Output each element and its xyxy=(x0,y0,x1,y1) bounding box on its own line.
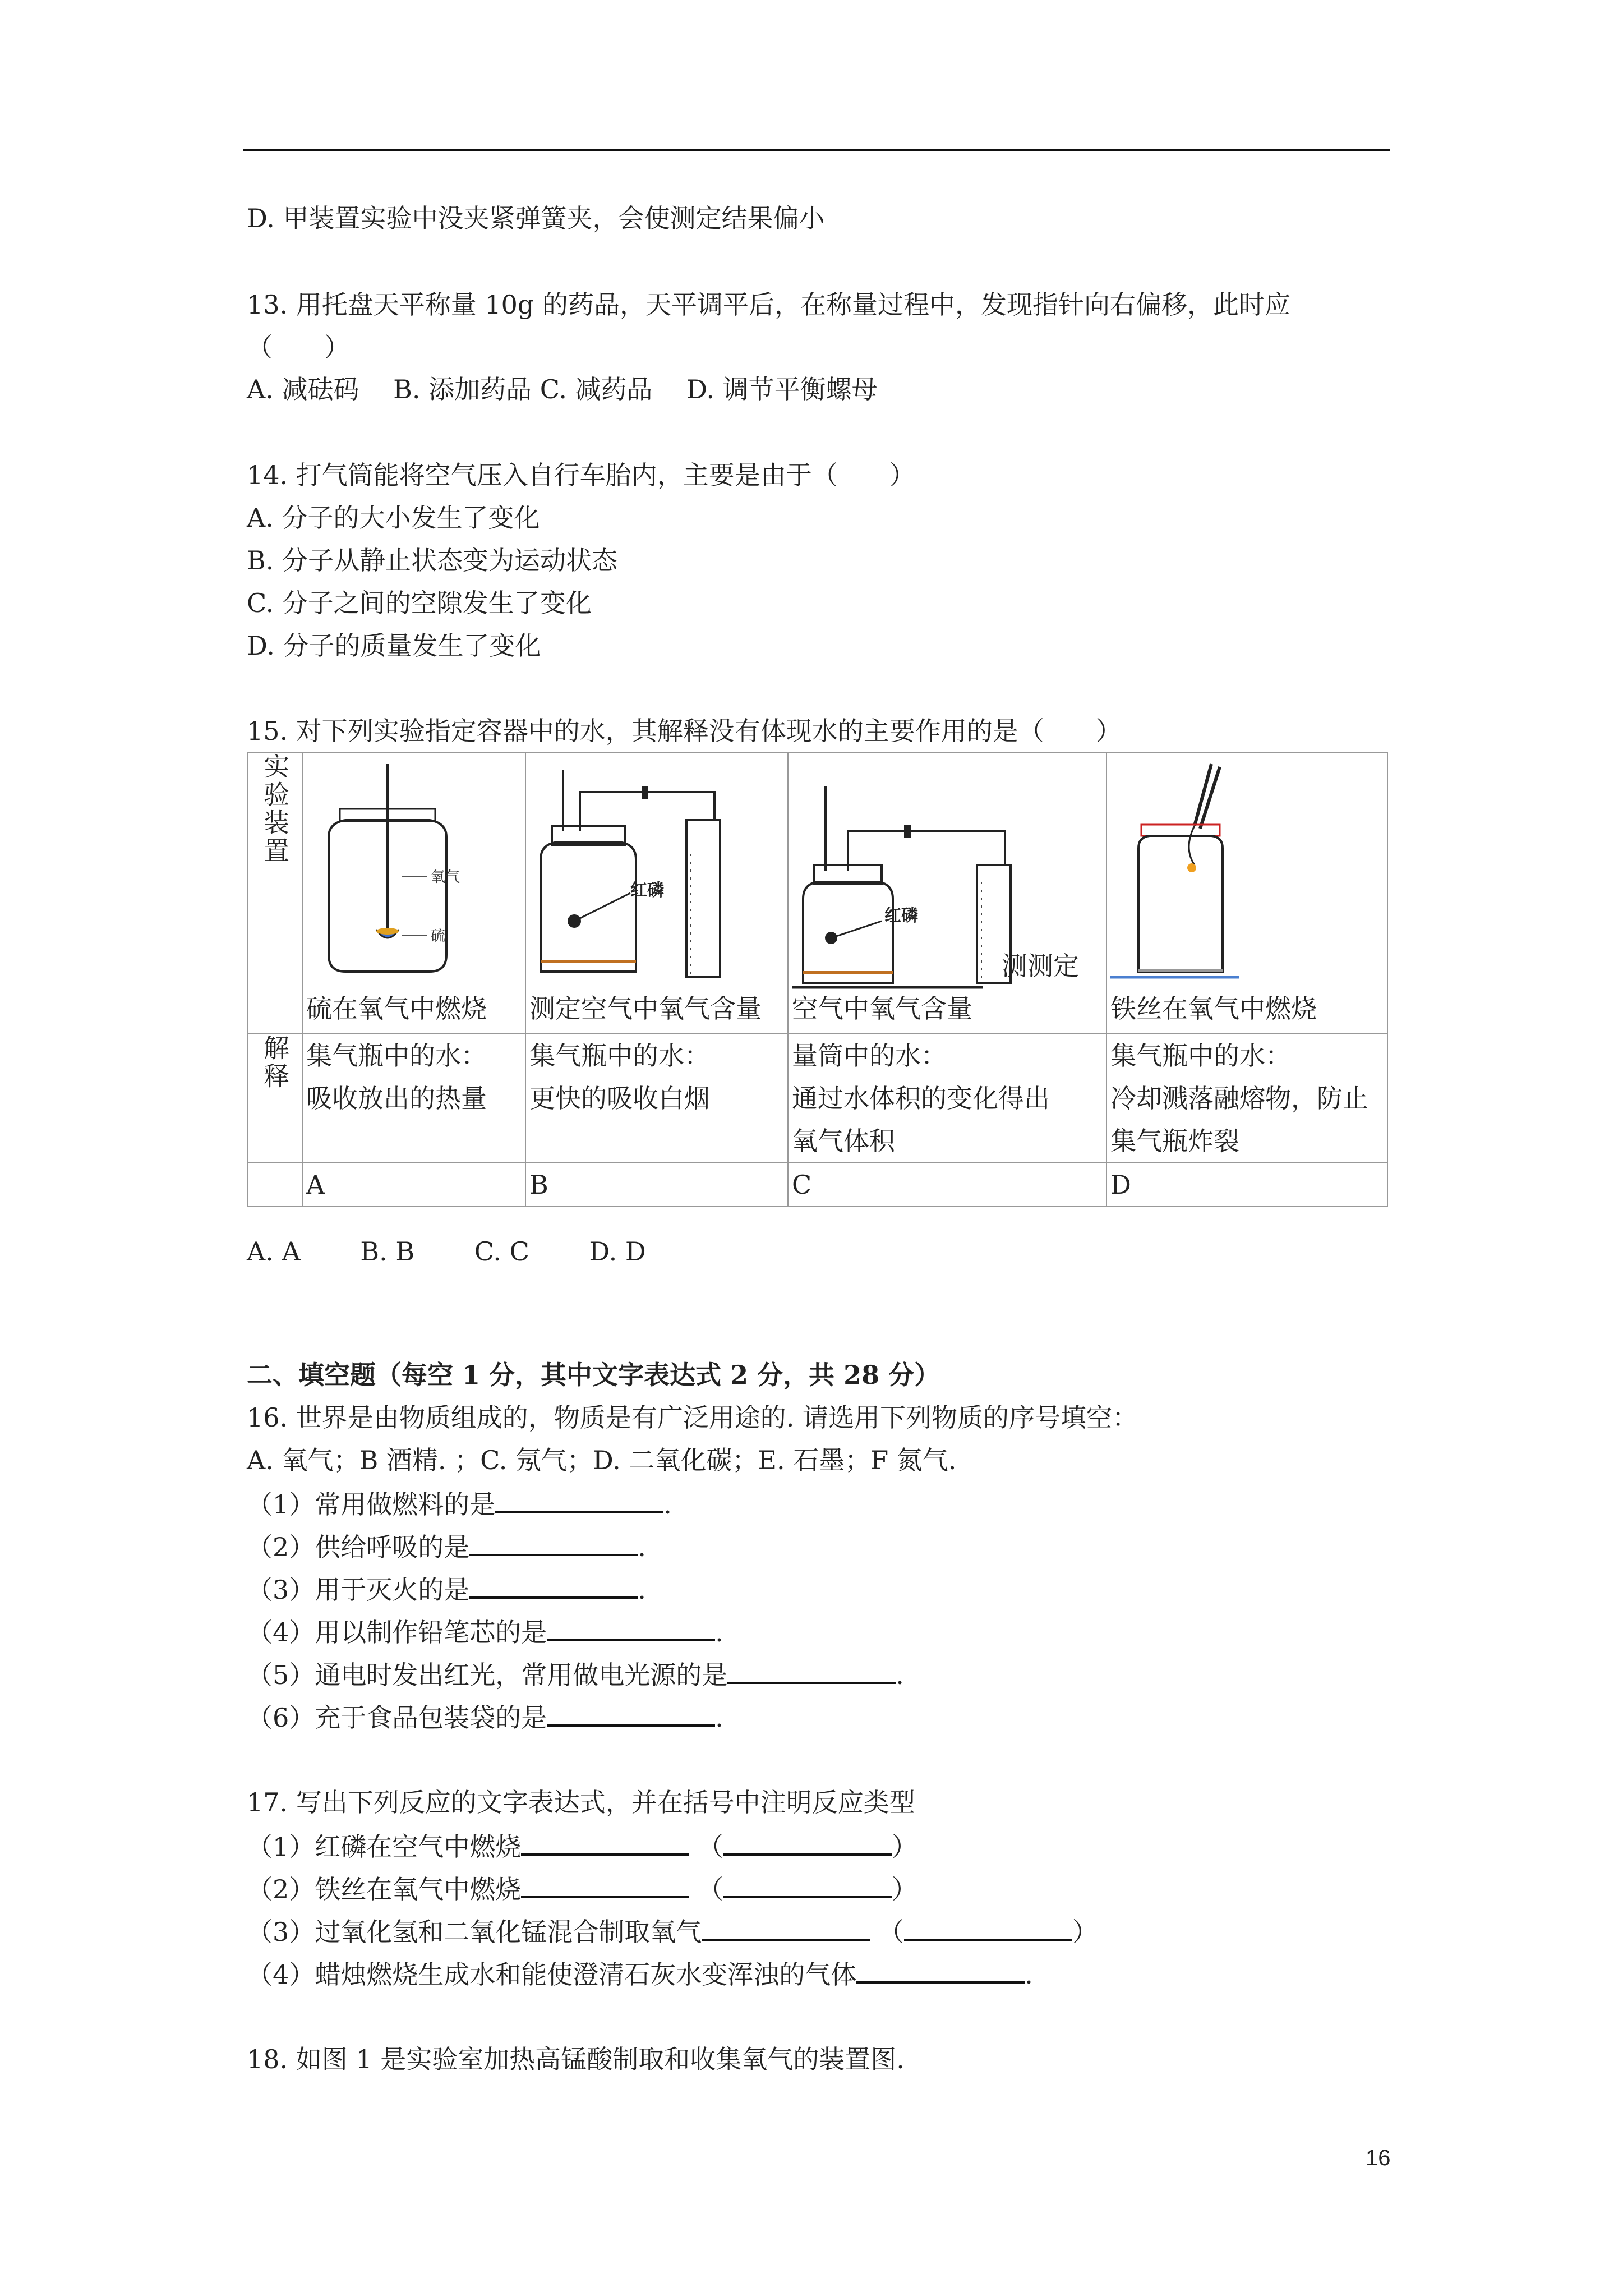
q14-option-b: B. 分子从静止状态变为运动状态 xyxy=(247,545,618,576)
column-a-caption: 硫在氧气中燃烧 xyxy=(306,993,487,1024)
q16-stem: 16. 世界是由物质组成的，物质是有广泛用途的. 请选用下列物质的序号填空： xyxy=(247,1402,1138,1433)
q17-stem: 17. 写出下列反应的文字表达式，并在括号中注明反应类型 xyxy=(247,1787,915,1818)
q13-stem: 13. 用托盘天平称量 10g 的药品，天平调平后，在称量过程中，发现指针向右偏移，此时应 xyxy=(247,289,1291,320)
svg-text:红磷: 红磷 xyxy=(884,906,918,926)
q12-option-d: D. 甲装置实验中没夹紧弹簧夹，会使测定结果偏小 xyxy=(247,203,825,233)
header-device: 实验装置 xyxy=(247,752,302,1034)
page-number: 16 xyxy=(1366,2146,1391,2170)
q14-option-d: D. 分子的质量发生了变化 xyxy=(247,631,541,661)
column-c-figure xyxy=(788,752,1106,1034)
svg-text:氧气: 氧气 xyxy=(431,869,460,886)
column-a-letter: A xyxy=(302,1163,525,1207)
answer-blank[interactable] xyxy=(702,1913,870,1941)
q16-item-2: （2）供给呼吸的是 . xyxy=(247,1528,646,1565)
answer-blank[interactable] xyxy=(547,1699,715,1727)
answer-blank[interactable] xyxy=(495,1485,663,1513)
q16-item-5: （5）通电时发出红光，常用做电光源的是 . xyxy=(247,1656,904,1692)
q16-item-4: （4）用以制作铅笔芯的是 . xyxy=(247,1613,723,1650)
q13-options: A. 减砝码 B. 添加药品 C. 减药品 D. 调节平衡螺母 xyxy=(247,374,878,404)
column-c-caption-line2: 空气中氧气含量 xyxy=(792,993,972,1024)
letter-row-blank xyxy=(247,1163,302,1207)
q17-item-1: （1）红磷在空气中燃烧 （ ） xyxy=(247,1828,917,1864)
q16-item-1: （1）常用做燃料的是 . xyxy=(247,1485,672,1522)
column-d-caption: 铁丝在氧气中燃烧 xyxy=(1110,993,1317,1024)
column-b-explain: 集气瓶中的水： 更快的吸收白烟 xyxy=(525,1034,788,1163)
sulfur-burning-figure xyxy=(306,753,525,988)
column-c-letter: C xyxy=(788,1163,1106,1207)
answer-blank[interactable] xyxy=(547,1613,715,1641)
reaction-type-blank[interactable] xyxy=(723,1870,892,1898)
answer-blank[interactable] xyxy=(469,1571,638,1599)
q16-item-3: （3）用于灭火的是 . xyxy=(247,1571,646,1607)
q17-item-3: （3）过氧化氢和二氧化锰混合制取氧气 （ ） xyxy=(247,1913,1098,1949)
q13-paren: （ ） xyxy=(247,332,350,362)
header-explain: 解释 xyxy=(247,1034,302,1163)
svg-text:红磷: 红磷 xyxy=(630,881,664,900)
q14-option-a: A. 分子的大小发生了变化 xyxy=(247,503,540,533)
header-rule xyxy=(243,149,1390,151)
column-c-caption-line1: 测测定 xyxy=(1002,951,1079,981)
svg-text:硫: 硫 xyxy=(431,928,446,945)
column-b-letter: B xyxy=(525,1163,788,1207)
column-d-explain: 集气瓶中的水： 冷却溅落融熔物，防止 集气瓶炸裂 xyxy=(1106,1034,1387,1163)
reaction-type-blank[interactable] xyxy=(904,1913,1072,1941)
q17-item-2: （2）铁丝在氧气中燃烧 （ ） xyxy=(247,1870,917,1907)
q15-options: A. A B. B C. C D. D xyxy=(247,1236,646,1267)
q15-table xyxy=(247,752,1388,1207)
q14-option-c: C. 分子之间的空隙发生了变化 xyxy=(247,588,592,618)
phosphorus-oxygen-figure xyxy=(529,753,787,988)
column-b-figure xyxy=(525,752,788,1034)
column-b-caption: 测定空气中氧气含量 xyxy=(529,993,762,1024)
answer-blank[interactable] xyxy=(856,1955,1025,1984)
q16-item-6: （6）充于食品包装袋的是 . xyxy=(247,1699,723,1735)
answer-blank[interactable] xyxy=(521,1870,689,1898)
q14-stem: 14. 打气筒能将空气压入自行车胎内，主要是由于（ ） xyxy=(247,460,915,490)
q15-stem: 15. 对下列实验指定容器中的水，其解释没有体现水的主要作用的是（ ） xyxy=(247,716,1122,746)
q18-stem: 18. 如图 1 是实验室加热高锰酸制取和收集氧气的装置图. xyxy=(247,2044,905,2074)
section2-title: 二、填空题（每空 1 分，其中文字表达式 2 分，共 28 分） xyxy=(247,1360,940,1390)
reaction-type-blank[interactable] xyxy=(723,1828,892,1856)
column-a-explain: 集气瓶中的水： 吸收放出的热量 xyxy=(302,1034,525,1163)
answer-blank[interactable] xyxy=(469,1528,638,1556)
q17-item-4: （4）蜡烛燃烧生成水和能使澄清石灰水变浑浊的气体 . xyxy=(247,1955,1033,1992)
answer-blank[interactable] xyxy=(521,1828,689,1856)
iron-wire-burning-figure xyxy=(1110,753,1402,988)
answer-blank[interactable] xyxy=(727,1656,896,1684)
column-c-explain: 量筒中的水： 通过水体积的变化得出 氧气体积 xyxy=(788,1034,1106,1163)
q16-materials: A. 氧气；B 酒精. ；C. 氖气；D. 二氧化碳；E. 石墨；F 氮气. xyxy=(247,1445,957,1475)
column-a-figure xyxy=(302,752,525,1034)
column-d-letter: D xyxy=(1106,1163,1387,1207)
column-d-figure xyxy=(1106,752,1387,1034)
